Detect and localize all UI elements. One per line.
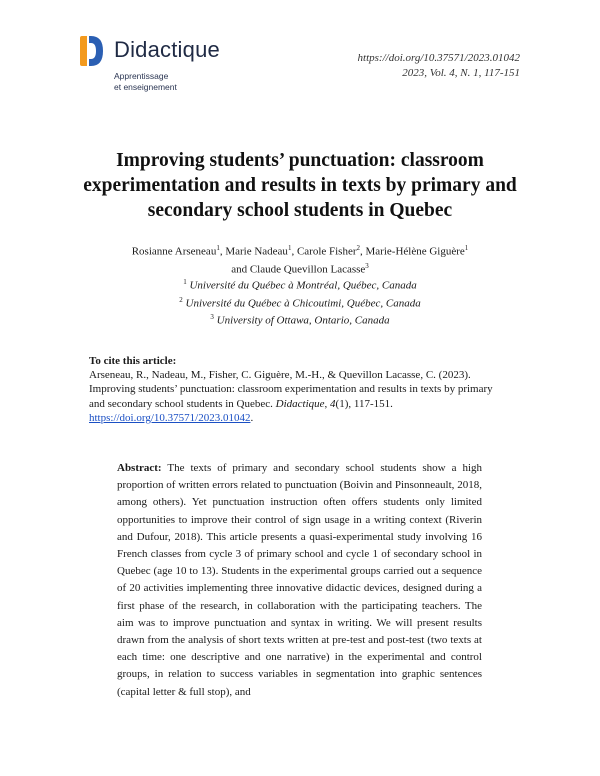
abstract-label: Abstract: <box>117 462 162 474</box>
journal-subtitle-line-2: et enseignement <box>114 81 177 92</box>
didactique-d-logo-icon <box>80 36 103 66</box>
author-affiliation-mark: 1 <box>216 244 220 252</box>
article-metadata <box>358 51 520 81</box>
header-doi: https://doi.org/10.37571/2023.01042 <box>357 52 520 64</box>
affiliation-item: $^2$ Université du Québec à Chicoutimi, Québec, Canada <box>179 295 421 310</box>
citation-block <box>89 354 509 425</box>
affiliation-item: $^3$ University of Ottawa, Ontario, Canada <box>210 313 390 327</box>
citation-journal: Didactique <box>275 397 325 410</box>
citation-doi-link[interactable]: https://doi.org/10.37571/2023.01042 <box>89 411 251 424</box>
header-volume: 2023, Vol. 4, N. 1, 117-151 <box>402 67 520 79</box>
author-affiliation-mark: 2 <box>356 244 361 252</box>
citation-volume: 4 <box>330 397 336 410</box>
author-affiliation-mark: 1 <box>287 244 292 252</box>
author-name: Claude Quevillon Lacasse <box>249 263 366 276</box>
citation-heading: To cite this article: <box>89 355 177 367</box>
author-affiliation-mark: 3 <box>365 261 369 270</box>
citation-text: Arseneau, R., Nadeau, M., Fisher, C. Giguère, M.-H., & Quevillon Lacasse, C. (2023). Improving students’ punctuation: classroom experimentation and results in texts by primary and secondary school students in Quebec. Didactique, 4(1), 117-151. https://doi.org/10.37571/2023.01042. <box>89 369 493 424</box>
abstract <box>117 460 482 701</box>
author-list: Rosianne Arseneau$^1$, Marie Nadeau$^1$, Carole Fisher$^2$, Marie-Hélène Giguère$^1$ and Claude Quevillon Lacasse$^3$ <box>131 244 469 276</box>
author-name: Carole Fisher <box>296 245 357 258</box>
journal-subtitle-line-1: Apprentissage <box>114 71 169 81</box>
journal-name: Didactique <box>114 37 220 62</box>
journal-subtitle <box>114 71 177 92</box>
author-name: Rosianne Arseneau <box>131 245 217 258</box>
author-conjunction: and <box>231 263 250 276</box>
abstract-text: The texts of primary and secondary school students show a high proportion of written errors related to punctuation (Boivin and Pinsonneault, 2018, among others). Yet punctuation instruction often offers students only limited opportunities to improve their control of sign usage in a writing context (Riverin and Dufour, 2018). This article presents a quasi-experimental study involving 16 French classes from cycle 3 of primary school and cycle 1 of secondary school in Quebec (age 10 to 13). Students in the experimental groups carried out a sequence of 20 activities implementing three innovative didactic devices, designed during a first phase of the research, in collaboration with the participating teachers. The aim was to improve punctuation and syntax in writing. We will present results drawn from the analysis of short texts written at pre-test and post-test (two texts at each time: one descriptive and one narrative) in the experimental and control groups, in relation to success variables in segmentation into graphic sentences (capital letter & full stop), and <box>117 462 482 698</box>
author-name: Marie-Hélène Giguère <box>365 245 465 258</box>
journal-logo <box>80 33 280 93</box>
author-affiliation-mark: 1 <box>464 244 469 252</box>
affiliation-item: $^1$ Université du Québec à Montréal, Québec, Canada <box>183 278 417 292</box>
article-title: Improving students’ punctuation: classroom experimentation and results in texts by primary and secondary school students in Quebec <box>83 150 517 221</box>
affiliation-list <box>40 275 560 328</box>
author-name: Marie Nadeau <box>225 245 288 258</box>
